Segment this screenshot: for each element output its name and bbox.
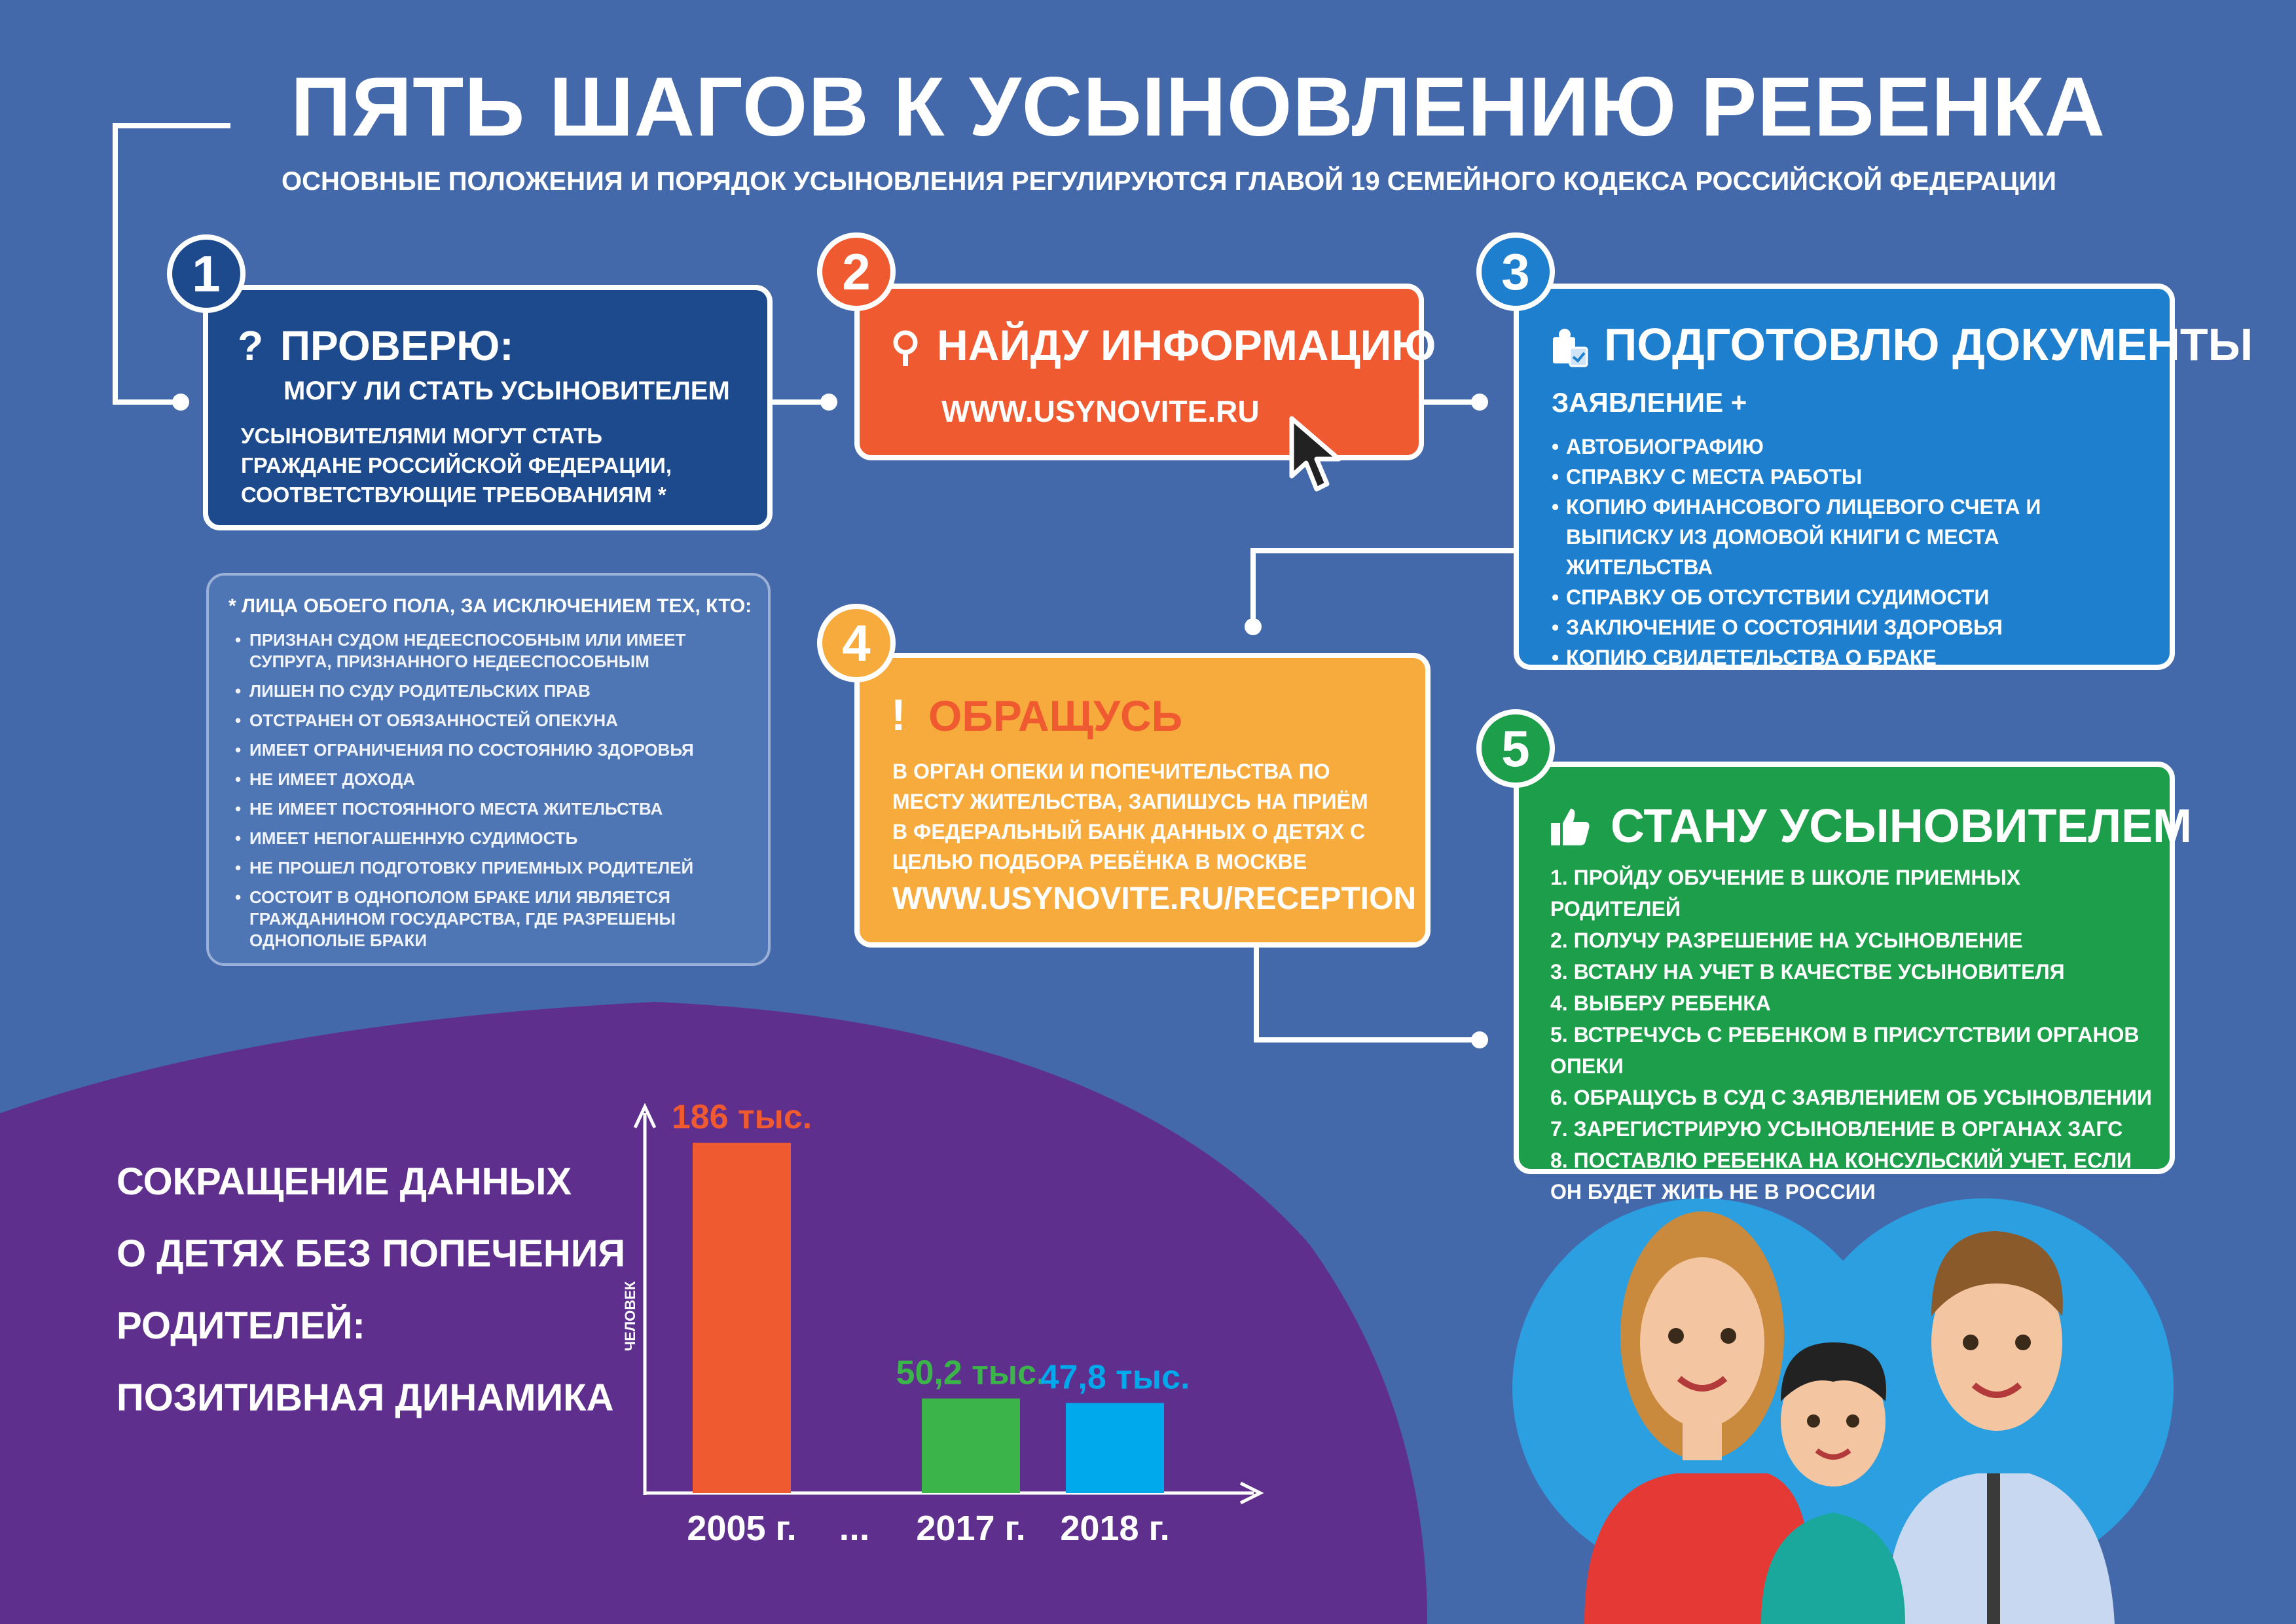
step2-link[interactable]: WWW.USYNOVITE.RU <box>941 394 1260 428</box>
step3-lead: ЗАЯВЛЕНИЕ + <box>1552 387 1747 418</box>
footnote-heading: * ЛИЦА ОБОЕГО ПОЛА, ЗА ИСКЛЮЧЕНИЕМ ТЕХ, КТО: <box>228 595 752 617</box>
page-title: ПЯТЬ ШАГОВ К УСЫНОВЛЕНИЮ РЕБЕНКА <box>291 60 2105 154</box>
step3-badge: 3 <box>1476 232 1555 311</box>
bar-2 <box>1066 1403 1164 1493</box>
document-item: • КОПИЮ ФИНАНСОВОГО ЛИЦЕВОГО СЧЕТА И ВЫПИСКУ ИЗ ДОМОВОЙ КНИГИ С МЕСТА ЖИТЕЛЬСТВА <box>1552 492 2141 582</box>
stats-line: РОДИТЕЛЕЙ: <box>117 1304 365 1347</box>
step5-item: 3. ВСТАНУ НА УЧЕТ В КАЧЕСТВЕ УСЫНОВИТЕЛЯ <box>1550 960 2065 984</box>
step1-badge: 1 <box>167 234 246 313</box>
step1-icon: ? <box>238 322 264 369</box>
footnote-item: • ЛИШЕН ПО СУДУ РОДИТЕЛЬСКИХ ПРАВ <box>235 680 746 702</box>
step5-item: 8. ПОСТАВЛЮ РЕБЕНКА НА КОНСУЛЬСКИЙ УЧЕТ, ЕСЛИ ОН БУДЕТ ЖИТЬ НЕ В РОССИИ <box>1550 1149 2132 1204</box>
stats-line: О ДЕТЯХ БЕЗ ПОПЕЧЕНИЯ <box>117 1232 626 1275</box>
footnote-item: • ИМЕЕТ ОГРАНИЧЕНИЯ ПО СОСТОЯНИЮ ЗДОРОВЬЯ <box>235 739 746 761</box>
stats-line: СОКРАЩЕНИЕ ДАННЫХ <box>117 1160 572 1203</box>
step5-item: 7. ЗАРЕГИСТРИРУЮ УСЫНОВЛЕНИЕ В ОРГАНАХ ЗАГС <box>1550 1117 2123 1141</box>
bar-value-label: 186 тыс. <box>671 1098 812 1136</box>
document-item: • СПРАВКУ С МЕСТА РАБОТЫ <box>1552 462 2141 492</box>
gap-label: ... <box>839 1507 870 1548</box>
step2-badge: 2 <box>817 232 896 311</box>
step5-title: СТАНУ УСЫНОВИТЕЛЕМ <box>1611 800 2192 853</box>
stats-line: ПОЗИТИВНАЯ ДИНАМИКА <box>117 1376 614 1419</box>
step1-title: ПРОВЕРЮ: <box>280 322 514 369</box>
step5-item: 4. ВЫБЕРУ РЕБЕНКА <box>1550 991 1771 1015</box>
step1-text: УСЫНОВИТЕЛЯМИ МОГУТ СТАТЬ ГРАЖДАНЕ РОССИЙСКОЙ ФЕДЕРАЦИИ, СООТВЕТСТВУЮЩИЕ ТРЕБОВАНИЯМ * <box>241 424 672 507</box>
document-item: • СПРАВКУ ОБ ОТСУТСТВИИ СУДИМОСТИ <box>1552 582 2141 612</box>
document-item: • АВТОБИОГРАФИЮ <box>1552 432 2141 462</box>
bar-value-label: 47,8 тыс. <box>1040 1358 1190 1397</box>
footnote-item: • НЕ ИМЕЕТ ДОХОДА <box>235 769 746 790</box>
step5-item: 5. ВСТРЕЧУСЬ С РЕБЕНКОМ В ПРИСУТСТВИИ ОРГАНОВ ОПЕКИ <box>1550 1023 2140 1078</box>
step5-item: 6. ОБРАЩУСЬ В СУД С ЗАЯВЛЕНИЕМ ОБ УСЫНОВЛЕНИИ <box>1550 1086 2152 1109</box>
step4-text1: В ОРГАН ОПЕКИ И ПОПЕЧИТЕЛЬСТВА ПО МЕСТУ ЖИТЕЛЬСТВА, ЗАПИШУСЬ НА ПРИЁМ <box>892 760 1368 813</box>
bar-1 <box>922 1399 1020 1493</box>
step5-item: 2. ПОЛУЧУ РАЗРЕШЕНИЕ НА УСЫНОВЛЕНИЕ <box>1550 929 2023 952</box>
bar-value-label: 50,2 тыс. <box>896 1354 1046 1392</box>
bar-0 <box>693 1143 791 1493</box>
footnote-item: • НЕ ПРОШЕЛ ПОДГОТОВКУ ПРИЕМНЫХ РОДИТЕЛЕЙ <box>235 857 746 879</box>
document-item: • ЗАКЛЮЧЕНИЕ О СОСТОЯНИИ ЗДОРОВЬЯ <box>1552 612 2141 642</box>
step1-subtitle: МОГУ ЛИ СТАТЬ УСЫНОВИТЕЛЕМ <box>283 377 730 405</box>
step4-badge: 4 <box>817 604 896 682</box>
step4-title: ОБРАЩУСЬ <box>928 692 1183 740</box>
footnote-item: • ИМЕЕТ НЕПОГАШЕННУЮ СУДИМОСТЬ <box>235 828 746 849</box>
footnote-item: • ПРИЗНАН СУДОМ НЕДЕЕСПОСОБНЫМ ИЛИ ИМЕЕТ СУПРУГА, ПРИЗНАННОГО НЕДЕЕСПОСОБНЫМ <box>235 629 746 673</box>
page-subtitle: ОСНОВНЫЕ ПОЛОЖЕНИЯ И ПОРЯДОК УСЫНОВЛЕНИЯ РЕГУЛИРУЮТСЯ ГЛАВОЙ 19 СЕМЕЙНОГО КОДЕКСА РОССИЙСКОЙ ФЕДЕРАЦИИ <box>282 167 2056 196</box>
category-label: 2017 г. <box>916 1509 1026 1548</box>
footnote-item: • СОСТОИТ В ОДНОПОЛОМ БРАКЕ ИЛИ ЯВЛЯЕТСЯ ГРАЖДАНИНОМ ГОСУДАРСТВА, ГДЕ РАЗРЕШЕНЫ ОДНОПОЛЫЕ БРАКИ <box>235 887 746 951</box>
category-label: 2005 г. <box>687 1509 797 1548</box>
step4-text2: В ФЕДЕРАЛЬНЫЙ БАНК ДАННЫХ О ДЕТЯХ С ЦЕЛЬЮ ПОДБОРА РЕБЁНКА В МОСКВЕ <box>892 820 1366 874</box>
step5-badge: 5 <box>1476 709 1555 788</box>
step4-icon: ! <box>891 690 906 740</box>
document-item: • КОПИЮ СВИДЕТЕЛЬСТВА О БРАКЕ <box>1552 642 2141 673</box>
step3-title: ПОДГОТОВЛЮ ДОКУМЕНТЫ <box>1604 319 2253 370</box>
category-label: 2018 г. <box>1060 1509 1170 1548</box>
footnote-item: • ОТСТРАНЕН ОТ ОБЯЗАННОСТЕЙ ОПЕКУНА <box>235 710 746 731</box>
step2-title: НАЙДУ ИНФОРМАЦИЮ <box>937 321 1436 369</box>
step4-link[interactable]: WWW.USYNOVITE.RU/RECEPTION <box>892 881 1417 916</box>
footnote-item: • НЕ ИМЕЕТ ПОСТОЯННОГО МЕСТА ЖИТЕЛЬСТВА <box>235 798 746 820</box>
y-axis-label: человек <box>622 1281 638 1352</box>
step5-item: 1. ПРОЙДУ ОБУЧЕНИЕ В ШКОЛЕ ПРИЕМНЫХ РОДИТЕЛЕЙ <box>1550 866 2021 921</box>
